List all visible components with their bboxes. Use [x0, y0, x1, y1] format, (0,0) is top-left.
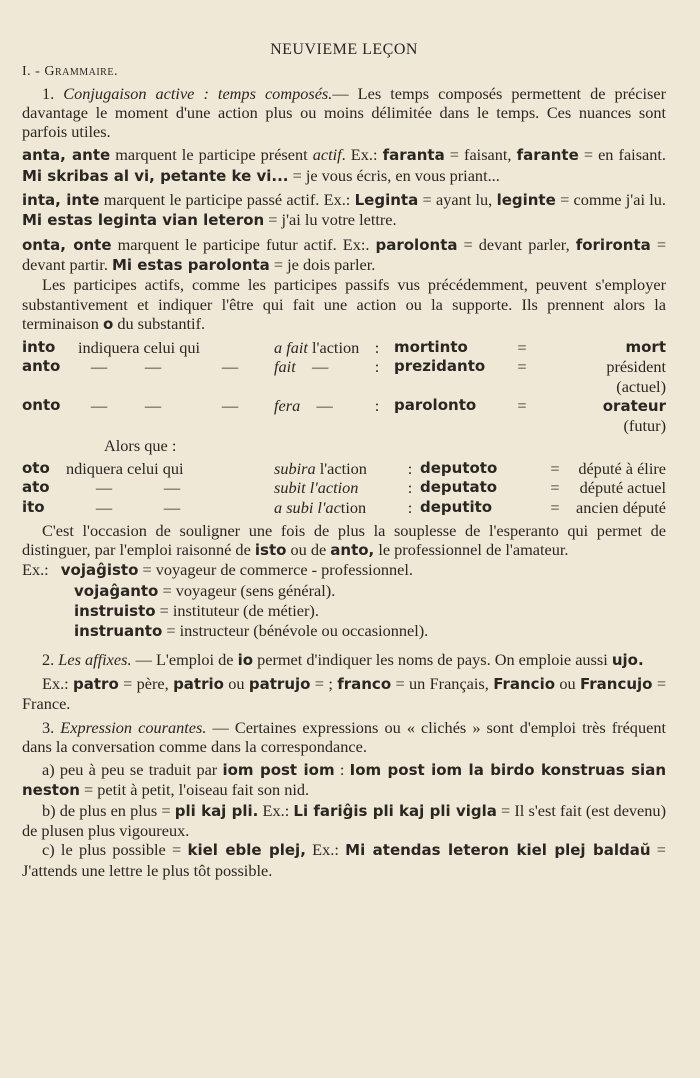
table-row: oto ndiquera celui qui subira l'action : deputoto = député à élire: [22, 458, 666, 478]
expression-a: a) peu à peu se traduit par iom post iom : Iom post iom la birdo konstruas sian neston = petit à petit, l'oiseau fait son nid.: [22, 760, 666, 800]
paragraph-anta: anta, ante marquent le participe présent actif. Ex.: faranta = faisant, farante = en faisant. Mi skribas al vi, petante ke vi... = je vous écris, en vous priant...: [22, 145, 666, 185]
table-row: ato — — subit l'action : deputato = député actuel: [22, 478, 666, 498]
list-item: Ex.: vojaĝisto = voyageur de commerce - professionnel.: [22, 560, 413, 580]
paragraph-conjugaison: 1. Conjugaison active : temps composés.— Les temps composés permettent de préciser davantage le moment d'une action plus ou moins délimitée dans le temps. Ces nuances sont parfois utiles.: [22, 83, 667, 142]
paragraph-affixes: 2. Les affixes. — L'emploi de io permet d'indiquer les noms de pays. On emploie aussi ujo.: [42, 649, 644, 669]
lesson-title: NEUVIEME LEÇON: [270, 41, 418, 58]
table-row: into indiquera celui qui a fait l'action : mortinto = mort: [22, 338, 666, 358]
expression-b: b) de plus en plus = pli kaj pli. Ex.: Li fariĝis pli kaj pli vigla = Il s'est fait (est devenu) de plusen plus vigoureux.: [22, 800, 666, 840]
expression-c: c) le plus possible = kiel eble plej, Ex.: Mi atendas leteron kiel plej baldaŭ = J'attends une lettre le plus tôt possible.: [22, 840, 666, 880]
paragraph-substantif: Les participes actifs, comme les participes passifs vus précédemment, peuvent s'employer substantivement et indiquer l'être qui fait une action ou la supporte. Ils prennent alors la terminaison o du substantif.: [22, 275, 666, 333]
table-row: anto — — — fait — : prezidanto = président (actuel): [22, 357, 666, 396]
examples-list: [22, 560, 666, 641]
list-item: vojaĝanto = voyageur (sens général).: [74, 580, 336, 600]
participle-table-active: [22, 338, 666, 435]
paragraph-affix-examples: Ex.: patro = père, patrio ou patrujo = ; franco = un Français, Francio ou Francujo = France.: [22, 673, 667, 714]
paragraph-onta: onta, onte marquent le participe futur actif. Ex:. parolonta = devant parler, forironta = devant partir. Mi estas parolonta = je dois parler.: [22, 234, 666, 274]
paragraph-occasion: C'est l'occasion de souligner une fois de plus la souplesse de l'esperanto qui permet de distinguer, par l'emploi raisonné de isto ou de anto, le professionnel de l'amateur.: [22, 520, 666, 560]
list-item: instruanto = instructeur (bénévole ou occasionnel).: [74, 621, 429, 641]
section-heading: I. - Grammaire.: [22, 64, 118, 80]
list-item: instruisto = instituteur (de métier).: [74, 601, 319, 621]
paragraph-expressions: 3. Expression courantes. — Certaines expressions ou « clichés » sont d'emploi très fréquent dans la conversation comme dans la correspondance.: [22, 717, 666, 756]
participle-table-passive: [22, 459, 666, 517]
alors-que: Alors que :: [104, 435, 177, 455]
table-row: onto — — — fera — : parolonto = orateur (futur): [22, 396, 666, 436]
table-row: ito — — a subi l'action : deputito = ancien député: [22, 497, 666, 517]
paragraph-inta: inta, inte marquent le participe passé actif. Ex.: Leginta = ayant lu, leginte = comme j'ai lu. Mi estas leginta vian leteron = j'ai lu votre lettre.: [22, 190, 666, 230]
